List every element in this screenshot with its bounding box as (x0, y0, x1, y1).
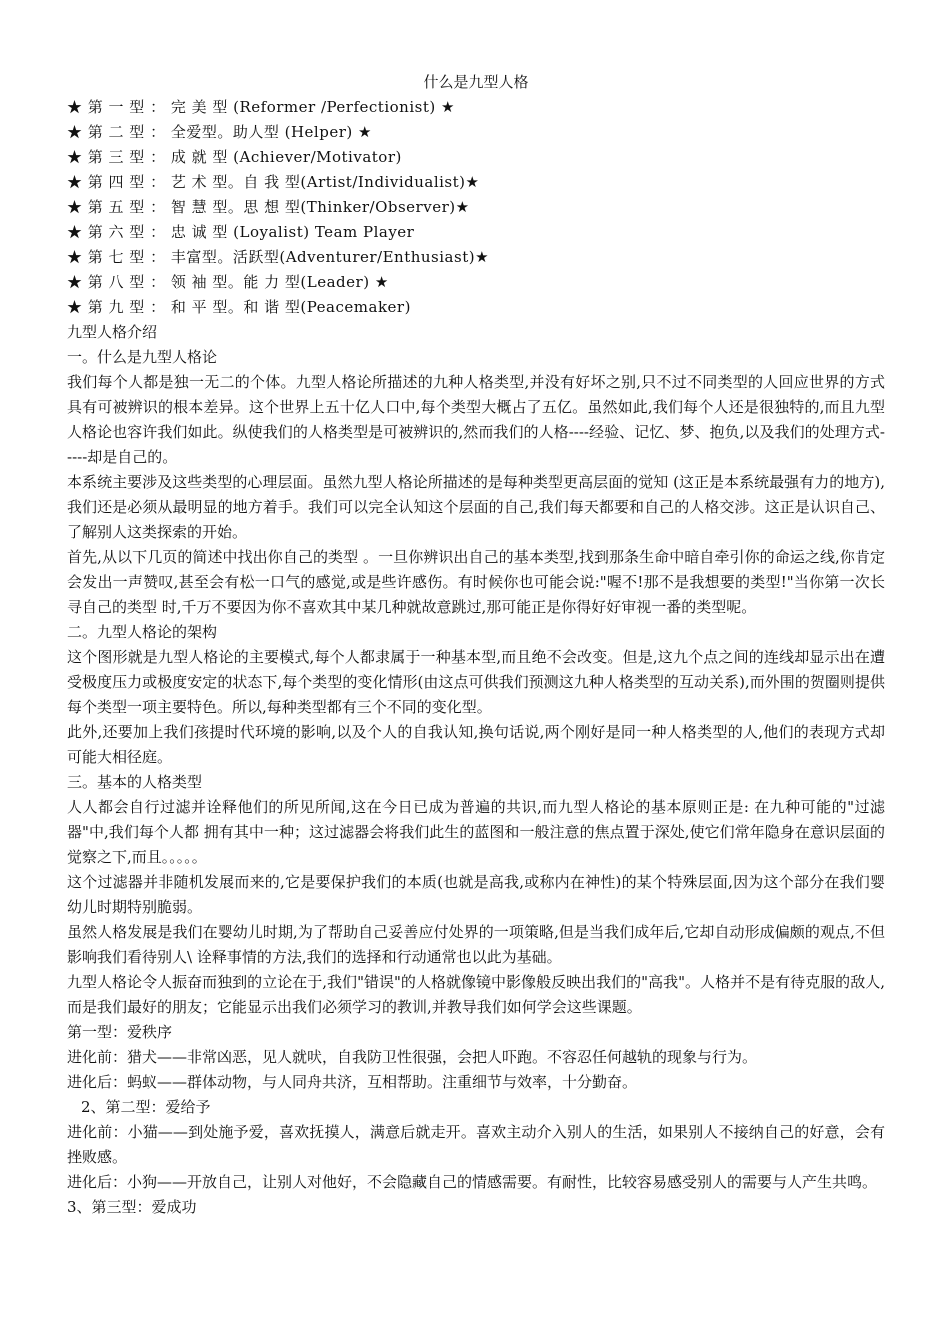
section1-paragraph: 首先,从以下几页的简述中找出你自己的类型 。一旦你辨识出自己的基本类型,找到那条生命中暗自牵引你的命运之线,你肯定会发出一声赞叹,甚至会有松一口气的感觉,或是些许感伤。有时候你也可能会说:"喔不!那不是我想要的类型!"当你第一次长寻自己的类型 时,千万不要因为你不喜欢其中某几种就故意跳过,那可能正是你得好好审视一番的类型呢。 (67, 548, 885, 616)
document-title: 什么是九型人格 (423, 73, 529, 91)
section2-paragraph: 此外,还要加上我们孩提时代环境的影响,以及个人的自我认知,换句话说,两个刚好是同一种人格类型的人,他们的表现方式却可能大相径庭。 (67, 723, 885, 766)
section2-paragraph: 这个图形就是九型人格论的主要模式,每个人都隶属于一种基本型,而且绝不会改变。但是,这九个点之间的连线却显示出在遭受极度压力或极度安定的状态下,每个类型的变化情形(由这点可供我们预测这九种人格类型的互动关系),而外围的贺圈则提供每个类型一项主要特色。所以,每种类型都有三个不同的变化型。 (67, 648, 885, 716)
section3-paragraph: 这个过滤器并非随机发展而来的,它是要保护我们的本质(也就是高我,或称内在神性)的某个特殊层面,因为这个部分在我们婴幼儿时期特别脆弱。 (67, 873, 885, 916)
document-page (67, 70, 885, 1220)
type-list-item: ★ 第 四 型 ： 艺 术 型。自 我 型(Artist/Individualist)★ (67, 173, 480, 191)
type1-before: 进化前：猎犬——非常凶恶，见人就吠，自我防卫性很强，会把人吓跑。不容忍任何越轨的现象与行为。 (67, 1048, 758, 1066)
section1-paragraph: 我们每个人都是独一无二的个体。九型人格论所描述的九种人格类型,并没有好坏之别,只不过不同类型的人回应世界的方式具有可被辨识的根本差异。这个世界上五十亿人口中,每个类型大概占了五亿。虽然如此,我们每个人还是很独特的,而且九型人格论也容许我们如此。纵使我们的人格类型是可被辨识的,然而我们的人格----经验、记忆、梦、抱负,以及我们的处理方式-----却是自己的。 (67, 373, 885, 466)
type-list-item: ★ 第 六 型 ： 忠 诚 型 (Loyalist) Team Player (67, 223, 415, 241)
section3-paragraph: 人人都会自行过滤并诠释他们的所见所闻,这在今日已成为普遍的共识,而九型人格论的基本原则正是: 在九种可能的"过滤器"中,我们每个人都 拥有其中一种；这过滤器会将我们此生的蓝图和一般注意的焦点置于深处,使它们常年隐身在意识层面的觉察之下,而且。。。。。 (67, 798, 885, 866)
section2-heading: 二。九型人格论的架构 (67, 623, 218, 641)
types-list (67, 95, 885, 320)
type2-after: 进化后：小狗——开放自己，让别人对他好，不会隐藏自己的情感需要。有耐性，比较容易感受别人的需要与人产生共鸣。 (67, 1173, 878, 1191)
type2-before: 进化前：小猫——到处施予爱，喜欢抚摸人，满意后就走开。喜欢主动介入别人的生活，如果别人不接纳自己的好意，会有挫败感。 (67, 1123, 885, 1166)
type3-heading: 3、第三型：爱成功 (67, 1198, 197, 1216)
type1-after: 进化后：蚂蚁——群体动物，与人同舟共济，互相帮助。注重细节与效率，十分勤奋。 (67, 1073, 638, 1091)
section1-heading: 一。什么是九型人格论 (67, 348, 218, 366)
type-list-item: ★ 第 九 型 ： 和 平 型。和 谐 型(Peacemaker) (67, 298, 411, 316)
type-list-item: ★ 第 七 型 ： 丰富型。活跃型(Adventurer/Enthusiast)★ (67, 248, 490, 266)
type2-heading: 2、第二型：爱给予 (81, 1098, 211, 1116)
section3-heading: 三。基本的人格类型 (67, 773, 203, 791)
section3-paragraph: 九型人格论令人振奋而独到的立论在于,我们"错误"的人格就像镜中影像般反映出我们的"高我"。人格并不是有待克服的敌人,而是我们最好的朋友；它能显示出我们必须学习的教训,并教导我们如何学会这些课题。 (67, 973, 885, 1016)
section1-paragraph: 本系统主要涉及这些类型的心理层面。虽然九型人格论所描述的是每种类型更高层面的觉知 (这正是本系统最强有力的地方),我们还是必须从最明显的地方着手。我们可以完全认知这个层面的自己,我们每天都要和自己的人格交涉。这正是认识自己、了解别人这类探索的开始。 (67, 473, 885, 541)
type-list-item: ★ 第 一 型 ： 完 美 型 (Reformer /Perfectionist) ★ (67, 98, 455, 116)
type-list-item: ★ 第 八 型 ： 领 袖 型。能 力 型(Leader) ★ (67, 273, 389, 291)
type-list-item: ★ 第 三 型 ： 成 就 型 (Achiever/Motivator) (67, 148, 402, 166)
type-list-item: ★ 第 二 型 ： 全爱型。助人型 (Helper) ★ (67, 123, 372, 141)
type-list-item: ★ 第 五 型 ： 智 慧 型。思 想 型(Thinker/Observer)★ (67, 198, 470, 216)
intro-heading: 九型人格介绍 (67, 323, 158, 341)
section3-paragraph: 虽然人格发展是我们在婴幼儿时期,为了帮助自己妥善应付处界的一项策略,但是当我们成年后,它却自动形成偏颇的观点,不但影响我们看待别人\ 诠释事情的方法,我们的选择和行动通常也以此为基础。 (67, 923, 885, 966)
type1-heading: 第一型：爱秩序 (67, 1023, 173, 1041)
